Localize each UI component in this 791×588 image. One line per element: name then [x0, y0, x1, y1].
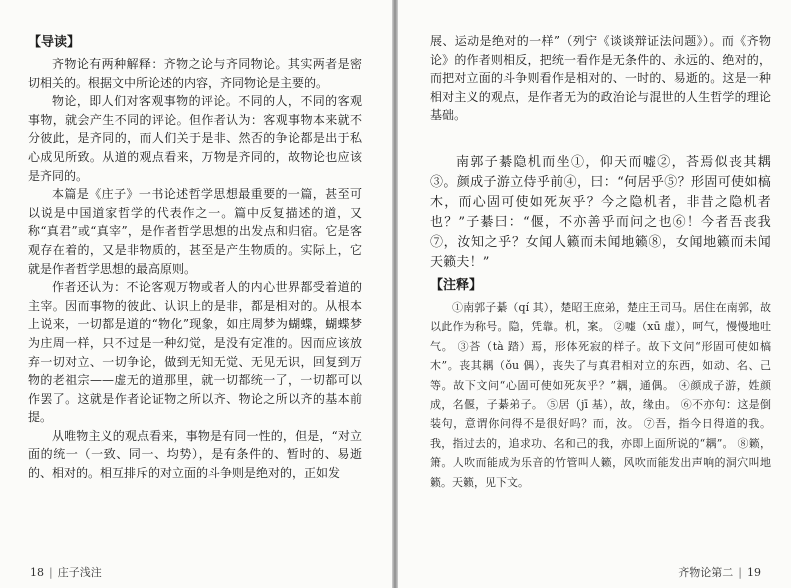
right-footer: 齐物论第二 | 19 [678, 566, 761, 579]
right-paragraph-continued: 展、运动是绝对的一样”（列宁《谈谈辩证法问题》）。而《齐物论》的作者则相反，把统一看作是无条件的、永远的、绝对的，而把对立面的斗争则看作是相对的、一时的、易逝的。这是一种相对主义的观点，是作者无为的政治论与混世的人生哲学的理论基础。 [430, 34, 771, 123]
chapter-title: 齐物论第二 [678, 566, 734, 579]
section-title-guide: 【导读】 [28, 35, 81, 50]
left-paragraph-1: 齐物论有两种解释：齐物之论与齐同物论。其实两者是密切相关的。根据文中所论述的内容，齐同物论是主要的。 [28, 57, 362, 90]
left-footer: 18 | 庄子浅注 [30, 566, 102, 579]
right-page-number: 19 [747, 566, 761, 579]
annotations: ①南郭子綦（qí 其），楚昭王庶弟，楚庄王司马。居住在南郭，故以此作为称号。隐，凭靠。机，案。 ②嘘（xū 虚），呵气，慢慢地吐气。 ③荅（tà 踏）焉，形体死寂的样子。故下文问“形固可使如槁木”。丧其耦（ǒu 偶），丧失了与真君相对立的东西，如动、名、己等。故下文问“心固可使如死灰乎？”耦，通偶。 ④颜成子游，姓颜成，名偃，子綦弟子。 ⑤居（jī 基），故，缘由。 ⑥不亦句：这是倒装句，意谓你问得不是很好吗？而，汝。 ⑦吾，指今日得道的我。我，指过去的，追求功、名和己的我，亦即上面所说的“耦”。 ⑧籁，箫。人吹而能成为乐音的竹管叫人籁，风吹而能发出声响的洞穴叫地籁。天籁，见下文。 [430, 300, 771, 489]
left-paragraph-4: 作者还认为：不论客观万物或者人的内心世界都受着道的主宰。因而事物的彼此、认识上的是非，都是相对的。从根本上说来，一切都是道的“物化”现象，如庄周梦为蝴蝶，蝴蝶梦为庄周一样，只不过是一种幻觉，是没有定准的。因而应该放弃一切对立、一切争论，做到无知无觉、无见无识，回复到万物的老祖宗——虚无的道那里，就一切都统一了，一切都可以作罢了。这就是作者论证物之所以齐、物论之所以齐的基本前提。 [28, 280, 362, 425]
left-paragraph-5: 从唯物主义的观点看来，事物是有同一性的，但是，“对立面的统一（一致、同一、均势），是有条件的、暂时的、易逝的、相对的。相互排斥的对立面的斗争则是绝对的，正如发 [28, 428, 362, 481]
left-page-number: 18 [30, 566, 44, 579]
left-paragraph-2: 物论，即人们对客观事物的评论。不同的人，不同的客观事物，就会产生不同的评论。但作者认为：客观事物本来就不分彼此，是齐同的，而人们关于是非、然否的争论都是出于私心成见所致。从道的观点看来，万物是齐同的，故物论也应该是齐同的。 [28, 94, 362, 183]
section-title-notes: 【注释】 [430, 277, 483, 293]
left-page [0, 0, 392, 588]
right-page [398, 0, 791, 588]
left-paragraph-3: 本篇是《庄子》一书论述哲学思想最重要的一篇，甚至可以说是中国道家哲学的代表作之一。篇中反复描述的道，又称“真君”或“真宰”，是作者哲学思想的出发点和归宿。它是客观存在着的，又是非物质的，甚至是产生物质的。实际上，它就是作者哲学思想的最高原则。 [28, 187, 362, 276]
original-text: 南郭子綦隐机而坐①，仰天而嘘②，荅焉似丧其耦③。颜成子游立侍乎前④，曰：“何居乎⑤？形固可使如槁木，而心固可使如死灰乎？今之隐机者，非昔之隐机者也？”子綦曰：“偃，不亦善乎而问之也⑥！今者吾丧我⑦，汝知之乎？女闻人籁而未闻地籁⑧，女闻地籁而未闻天籁夫！” [430, 154, 771, 270]
left-book-title: 庄子浅注 [57, 566, 102, 579]
